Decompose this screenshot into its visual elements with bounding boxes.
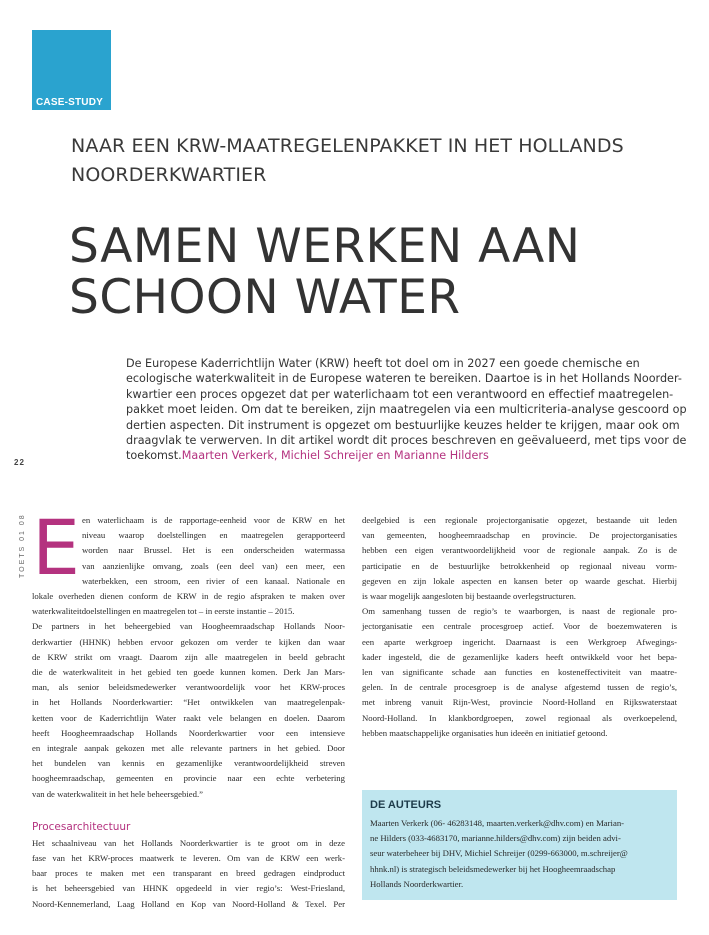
authors-line: ne Hilders (033-4683170, marianne.hilders@dhv.com) zijn beiden advi- (370, 833, 621, 844)
body-line: heeft Hoogheemraadschap Hollands Noorderkwartier voor een intensieve (32, 727, 345, 738)
page-number: 22 (14, 458, 25, 467)
body-line: worden naar Brussel. Het is een onderscheiden watermassa (82, 545, 345, 556)
body-line: De partners in het beheergebied van Hoogheemraadschap Hollands Noor- (32, 621, 345, 632)
body-line: jectorganisatie een centrale procesgroep actief. Voor de boezemwateren is (362, 621, 677, 632)
authors-line: seur waterbeheer bij DHV, Michiel Schreijer (0299-663000, m.schreijer@ (370, 848, 628, 859)
body-line: man, als senior beleidsmedewerker verantwoordelijk voor het KRW-proces (32, 682, 345, 693)
authors-line: Hollands Noorderkwartier. (370, 878, 464, 889)
body-line: len van significante schade aan functies en kosteneffectiviteit van maatre- (362, 667, 677, 678)
body-line: participatie en de bestuurlijke betrokkenheid op regionaal niveau vorm- (362, 560, 677, 571)
body-line: waterbekken, een stroom, een rivier of een kanaal. Nationale en (82, 575, 345, 586)
body-line: hebben een eigen verantwoordelijkheid voor de regionale aanpak. Zo is de (362, 545, 677, 556)
body-line: hoogheemraadschap, gemeenten en provincie naar een echte verbetering (32, 773, 345, 784)
authors-line: Maarten Verkerk (06- 46283148, maarten.verkerk@dhv.com) en Marian- (370, 818, 625, 828)
body-line: Noord-Holland. In klankbordgroepen, zowel regionaal als overkoepelend, (362, 712, 677, 723)
body-line: baar proces te maken met een transparant en breed gedragen eindproduct (32, 868, 345, 879)
body-line: is waar mogelijk aangesloten bij bestaande overlegstructuren. (362, 591, 576, 602)
intro-line: draagvlak te verwerven. In dit artikel wordt dit proces beschreven en geëvalueerd, met tips voor de (126, 434, 687, 448)
body-line: van de waterkwaliteit in het hele beheersgebied.” (32, 788, 204, 799)
body-line: en waterlichaam is de rapportage-eenheid voor de KRW en het (82, 515, 345, 525)
body-line: deelgebied is een regionale projectorganisatie opgezet, bestaande uit leden (362, 515, 677, 525)
left-column (32, 513, 345, 912)
body-line: een aparte werkgroep ingericht. Daarnaast is een Werkgroep Afwegings- (362, 636, 677, 647)
body-line: gelen. In de centrale procesgroep is de analyse afgestemd tussen de regio’s, (362, 682, 677, 693)
body-line: die de waterkwaliteit in het gebied ten goede kunnen komen. Derk Jan Mars- (32, 667, 345, 678)
body-line: niveau waarop doelstellingen en maatregelen gerapporteerd (82, 530, 345, 541)
body-line: met inbreng vanuit Rijn-West, provincie Noord-Holland en Rijkswaterstaat (362, 697, 677, 708)
body-line: de KRW strikt om vraagt. Daarom zijn alle maatregelen in beeld gebracht (32, 651, 345, 662)
body-line: fase van het KRW-proces maatwerk te leveren. Om van de KRW een werk- (32, 853, 345, 864)
title-line: SCHOON WATER (69, 270, 461, 325)
body-line: en integrale aanpak gekozen met alle relevante partners in het gebied. Door (32, 743, 345, 754)
body-line: van gemeenten, hoogheemraadschap en provincie. De projectorganisaties (362, 530, 677, 541)
body-line: kader ingesteld, die de gezamenlijke kaders heeft ontwikkeld voor het bepa- (362, 651, 677, 662)
body-line: waterkwaliteitdoelstellingen en maatregelen tot – in eerste instantie – 2015. (32, 606, 295, 617)
journal-label: TOETS 01 08 (19, 513, 26, 578)
authors-box-text (370, 816, 669, 892)
intro-line: dertien aspecten. Dit instrument is opgezet om bestuurlijke keuzes helder te krijgen, maar ook om (126, 418, 680, 432)
intro-line: kwartier een proces opgezet dat per waterlichaam tot een verantwoord en effectief maatregelen- (126, 387, 674, 401)
article-subtitle (71, 132, 701, 190)
title-line: SAMEN WERKEN AAN (69, 219, 581, 274)
subtitle-line: NAAR EEN KRW-MAATREGELENPAKKET IN HET HOLLANDS (71, 135, 624, 157)
body-line: lokale overheden dienen conform de KRW in de regio afspraken te maken over (32, 591, 345, 602)
body-line: van aanzienlijke omvang, zoals (een deel van) een meer, een (82, 560, 345, 571)
dropcap-paragraph (32, 513, 345, 589)
body-line: derkwartier (HHNK) hebben ervoor gekozen om verder te kijken dan waar (32, 636, 345, 647)
intro-line: De Europese Kaderrichtlijn Water (KRW) heeft tot doel om in 2027 een goede chemische en (126, 357, 640, 370)
right-column (362, 513, 677, 741)
body-line: is het beheersgebied van HHNK opgedeeld in vier regio’s: West-Friesland, (32, 883, 345, 894)
article-title (69, 221, 580, 323)
authors-box-title: DE AUTEURS (370, 799, 442, 811)
body-line: Het schaalniveau van het Hollands Noorderkwartier is te groot om in deze (32, 837, 345, 848)
body-line: hebben maatschappelijke organisaties hun ideeën en initiatief getoond. (362, 727, 608, 738)
body-line: gegeven en zijn lokale aspecten en kansen beter op waarde geschat. Hierbij (362, 575, 677, 586)
body-line: ketten voor de Kaderrichtlijn Water raakt vele belangen en doelen. Daarom (32, 712, 345, 723)
body-line: Noord-Kennemerland, Laag Holland en Kop van Noord-Holland & Texel. Per (32, 898, 345, 909)
body-line: Om samenhang tussen de regio’s te waarborgen, is naast de regionale pro- (362, 606, 677, 617)
intro-last-line (126, 448, 666, 463)
intro-last-text: toekomst. (126, 449, 182, 463)
authors-line: hhnk.nl) is strategisch beleidsmedewerker bij het Hoogheemraadschap (370, 863, 616, 874)
section-tag-label: CASE-STUDY (36, 97, 104, 108)
body-line: in het Hollands Noorderkwartier: “Het ontwikkelen van maatregelenpak- (32, 697, 345, 708)
intro-line: ecologische waterkwaliteit in de Europese wateren te bereiken. Daartoe is in het Hollands Noorder- (126, 372, 682, 386)
section-heading: Procesarchitectuur (32, 820, 131, 833)
article-intro (126, 356, 687, 464)
subtitle-line: NOORDERKWARTIER (71, 164, 267, 186)
authors-box (362, 790, 677, 900)
intro-authors: Maarten Verkerk, Michiel Schreijer en Marianne Hilders (181, 449, 489, 463)
intro-line: pakket moet leiden. Om dat te bereiken, zijn maatregelen via een multicriteria-analyse gescoord op (126, 403, 687, 417)
dropcap-letter: E (32, 503, 81, 592)
body-line: het bundelen van kennis en gezamenlijke verantwoordelijkheid streven (32, 758, 345, 769)
